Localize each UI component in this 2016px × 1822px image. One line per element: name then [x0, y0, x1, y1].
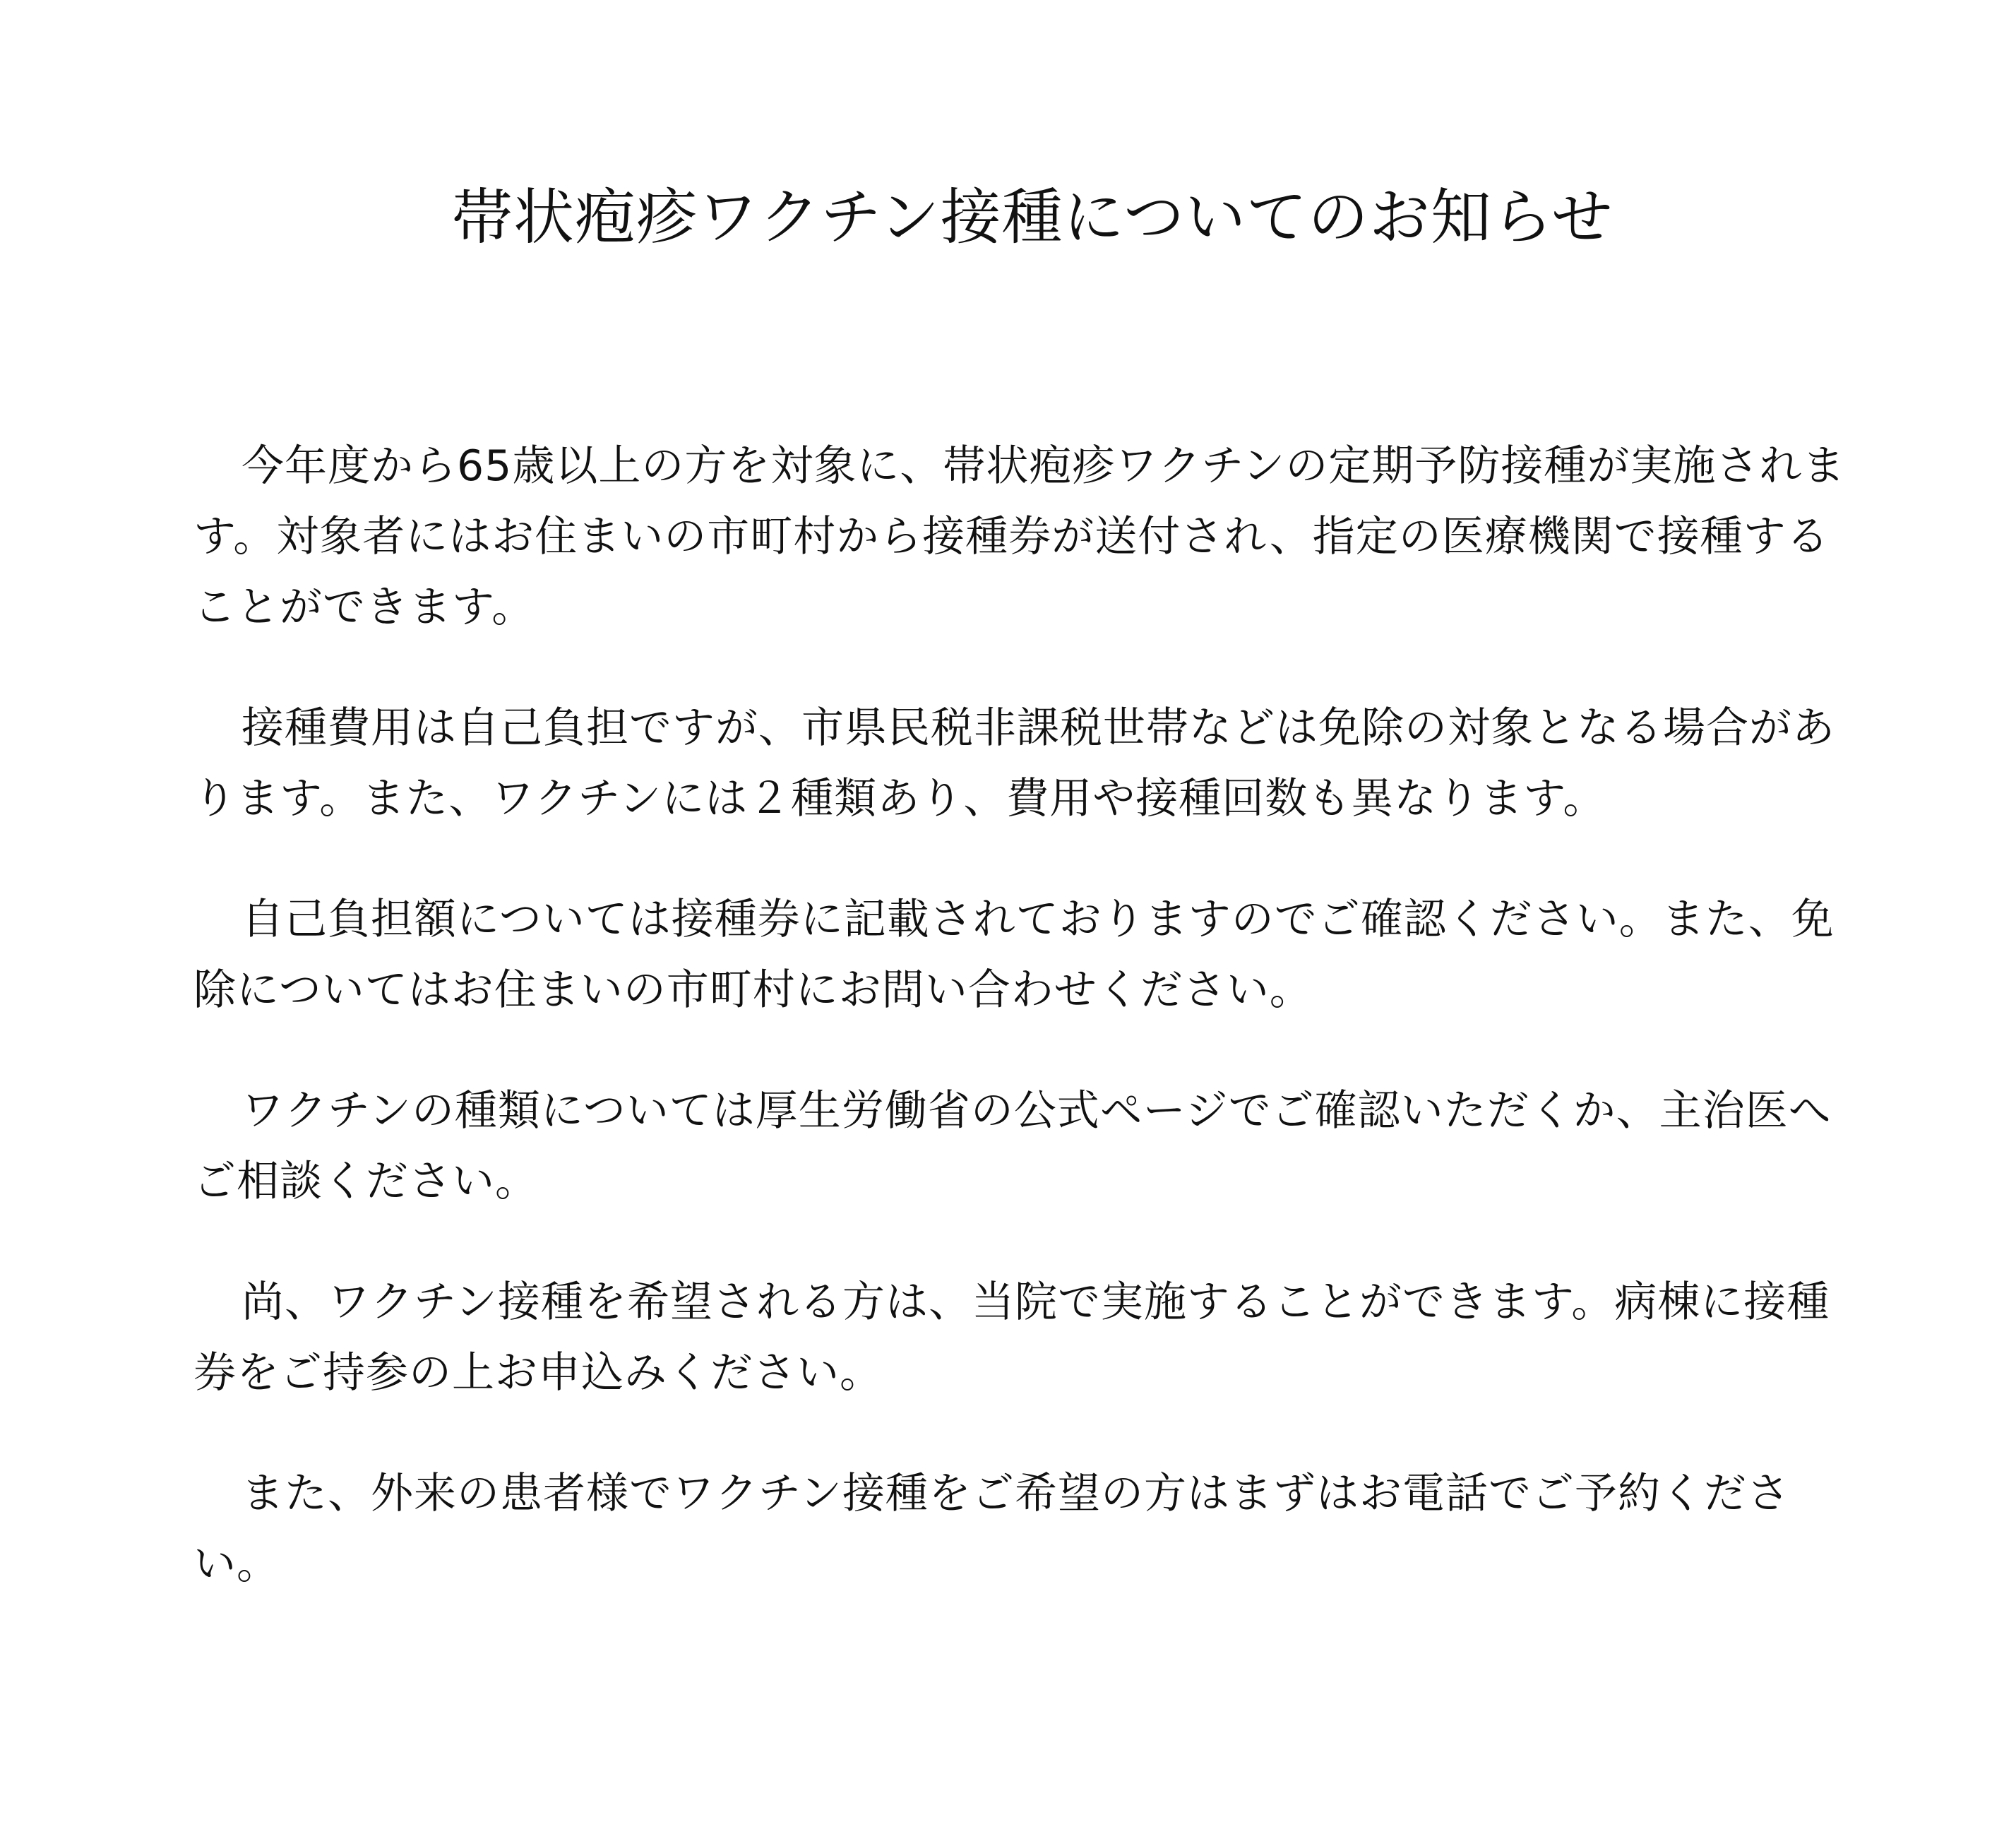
paragraph-outpatient: また、外来の患者様でワクチン接種をご希望の方はまずはお電話でご予約ください。 — [193, 1469, 1790, 1589]
notice-body — [193, 431, 1860, 1650]
paragraph-eligibility: 今年度から65歳以上の方を対象に、帯状疱疹ワクチンの定期予防接種が実施されます。対象者にはお住まいの市町村から接種券が送付され、指定の医療機関で接種することができます。 — [193, 441, 1846, 632]
paragraph-inpatient: 尚、ワクチン接種を希望される方は、当院で実施することができます。病棟に接種券をご持参の上お申込みください。 — [193, 1278, 1830, 1398]
notice-title: 帯状疱疹ワクチン接種についてのお知らせ — [452, 182, 1614, 253]
paragraph-cost: 接種費用は自己負担ですが、市県民税非課税世帯などは免除の対象となる場合があります。また、ワクチンには２種類あり、費用や接種回数も異なります。 — [193, 703, 1835, 823]
paragraph-copay: 自己負担額については接種券に記載されておりますのでご確認ください。また、免除についてはお住まいの市町村にお問い合わせください。 — [193, 895, 1835, 1015]
paragraph-vaccine-types: ワクチンの種類については厚生労働省の公式ページでご確認いただくか、主治医へご相談ください。 — [193, 1086, 1832, 1206]
